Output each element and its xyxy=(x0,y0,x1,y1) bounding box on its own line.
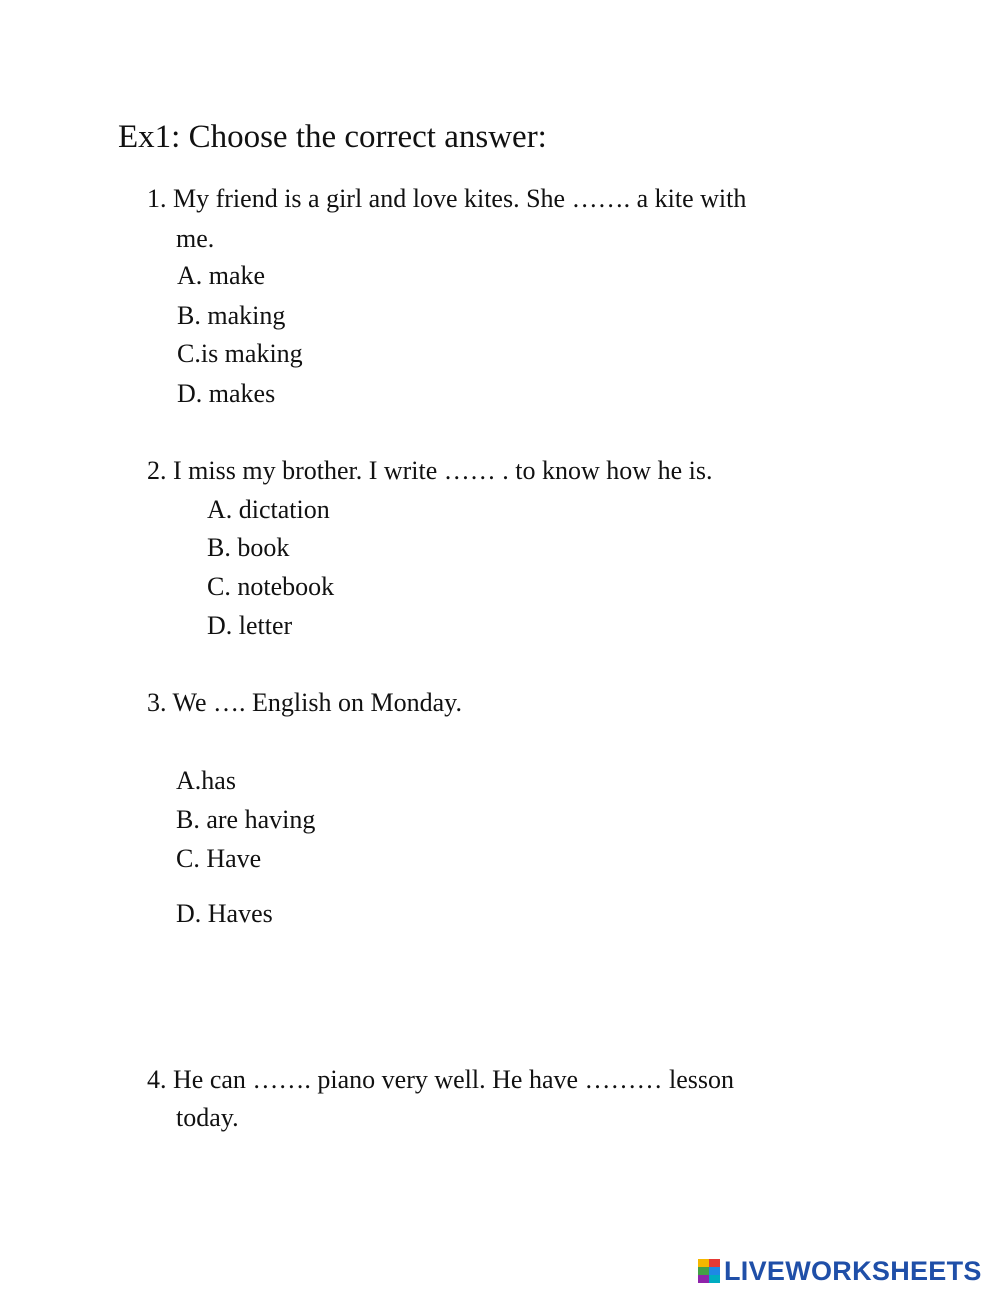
logo-block xyxy=(709,1267,720,1275)
question-4-text-cont: today. xyxy=(176,1103,239,1132)
question-2-text: 2. I miss my brother. I write …… . to know how he is. xyxy=(147,456,713,485)
question-1-option-c[interactable]: C.is making xyxy=(177,339,303,368)
question-2-option-a[interactable]: A. dictation xyxy=(207,495,330,524)
liveworksheets-logo-icon xyxy=(698,1259,720,1283)
question-1-option-a[interactable]: A. make xyxy=(177,261,266,290)
question-1-option-d[interactable]: D. makes xyxy=(177,379,276,408)
question-4-text: 4. He can ……. piano very well. He have ……… lesson xyxy=(147,1065,735,1094)
question-3-option-d[interactable]: D. Haves xyxy=(176,899,273,928)
logo-block xyxy=(698,1259,709,1267)
question-1-option-b[interactable]: B. making xyxy=(177,301,286,330)
liveworksheets-logo xyxy=(698,1255,982,1286)
question-1-text-cont: me. xyxy=(176,224,215,253)
logo-block xyxy=(709,1275,720,1283)
question-2-option-d[interactable]: D. letter xyxy=(207,611,293,640)
question-1-text: 1. My friend is a girl and love kites. She ……. a kite with xyxy=(147,184,747,213)
logo-block xyxy=(698,1275,709,1283)
question-2-option-b[interactable]: B. book xyxy=(207,533,290,562)
exercise-title: Ex1: Choose the correct answer: xyxy=(118,119,547,155)
question-3-text: 3. We …. English on Monday. xyxy=(147,688,462,717)
question-3-option-c[interactable]: C. Have xyxy=(176,844,262,873)
question-2-option-c[interactable]: C. notebook xyxy=(207,572,335,601)
logo-block xyxy=(709,1259,720,1267)
question-3-option-b[interactable]: B. are having xyxy=(176,805,316,834)
question-3-option-a[interactable]: A.has xyxy=(176,766,236,795)
logo-block xyxy=(698,1267,709,1275)
liveworksheets-brand-text: LIVEWORKSHEETS xyxy=(724,1255,982,1286)
